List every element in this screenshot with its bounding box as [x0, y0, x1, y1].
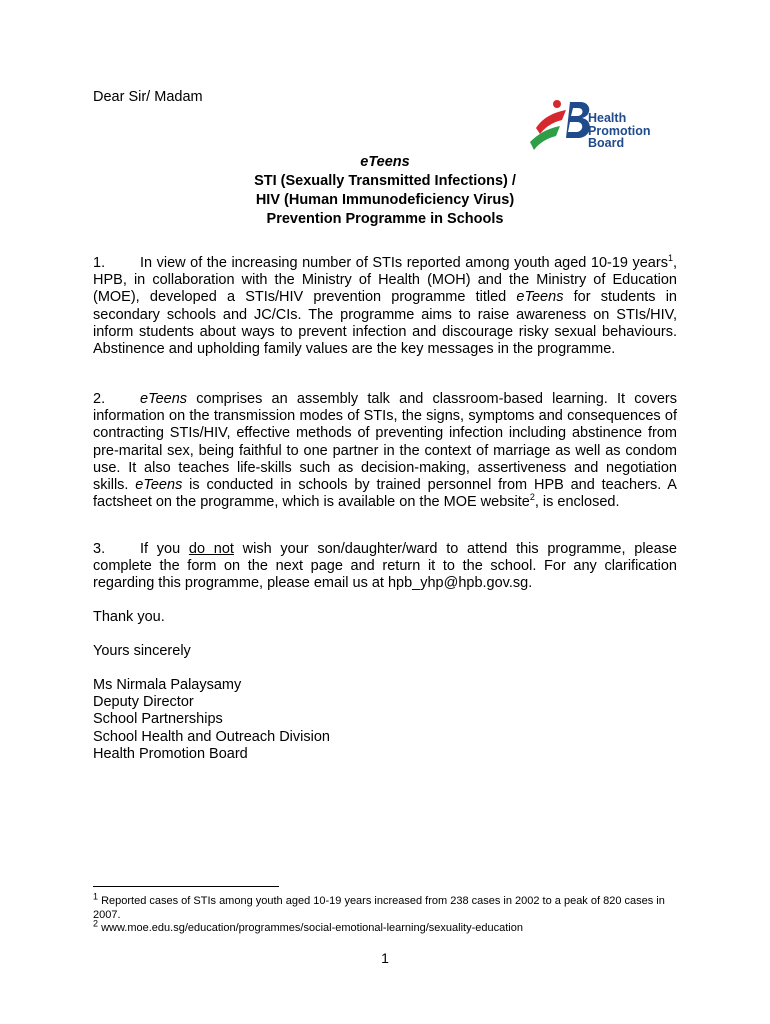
title-programme-name: eTeens: [360, 154, 410, 170]
footnote-1-mark: 1: [93, 891, 99, 902]
paragraph-1-text-a: In view of the increasing number of STIs reported among youth aged 10-19 years: [140, 255, 668, 271]
logo-b-blue: [566, 102, 590, 138]
paragraph-3-text-b: wish your son/daughter/ward to attend this programme, please complete the form on the next page and return it to the school. For any clarification regarding this programme, please email us at hpb_yhp@hpb.gov.sg.: [93, 541, 677, 592]
signatory-division: School Health and Outreach Division: [93, 728, 330, 745]
footnote-1-text: Reported cases of STIs among youth aged 10-19 years increased from 238 cases in 2002 to a peak of 820 cases in 2007.: [93, 895, 665, 921]
closing-line: Yours sincerely: [93, 643, 191, 659]
paragraph-3-number: 3.: [93, 541, 106, 557]
paragraph-1: [93, 255, 677, 358]
footnote-divider: [93, 886, 279, 887]
paragraph-2-programme-name-b: eTeens: [135, 477, 183, 494]
paragraph-2-text-c: , is enclosed.: [534, 494, 620, 511]
paragraph-3-emphasis: do not: [188, 541, 234, 557]
paragraph-1-number: 1.: [93, 255, 106, 271]
footnote-2-text: www.moe.edu.sg/education/programmes/social-emotional-learning/sexuality-education: [98, 922, 523, 934]
footnotes: [93, 891, 683, 936]
paragraph-3: [93, 541, 677, 593]
paragraph-2: [93, 391, 677, 511]
logo-text-line2: Promotion: [588, 123, 651, 138]
footnote-2-mark: 2: [93, 918, 99, 929]
thanks-line: Thank you.: [93, 609, 165, 625]
title-line-4: Prevention Programme in Schools: [266, 211, 504, 227]
footnote-1: [93, 891, 683, 922]
signatory-department: School Partnerships: [93, 711, 223, 728]
signature-block: [93, 677, 677, 763]
paragraph-1-text-b: , HPB, in collaboration with the Ministry of Health (MOH) and the Ministry of Education (MOE), developed a STIs/HIV prevention programme titled: [93, 255, 677, 306]
paragraph-1-text-c: for students in secondary schools and JC/CIs. The programme aims to raise awareness on STIs/HIV, inform students about ways to prevent infection and discourage risky sexual behaviours. Abstinence and upholding family values are the key messages in the programme.: [93, 289, 677, 358]
title-line-2: STI (Sexually Transmitted Infections) /: [254, 173, 516, 189]
paragraph-2-text-b: is conducted in schools by trained personnel from HPB and teachers. A factsheet on the programme, which is available on the MOE website: [93, 477, 677, 511]
paragraph-2-text-a: comprises an assembly talk and classroom-based learning. It covers information on the transmission modes of STIs, the signs, symptoms and consequences of contracting STIs/HIV, effective methods of preventing infection including abstinence from pre-marital sex, being faithful to one partner in the context of marriage as well as condom use. It also teaches life-skills such as decision-making, assertiveness and negotiation skills.: [93, 391, 677, 494]
signatory-organisation: Health Promotion Board: [93, 745, 248, 762]
hpb-logo-text: [588, 112, 651, 150]
logo-text-line3: Board: [588, 136, 625, 150]
footnote-ref-1: 1: [667, 253, 673, 264]
page-number: 1: [381, 950, 389, 966]
signatory-name: Ms Nirmala Palaysamy: [93, 677, 242, 693]
title-line-3: HIV (Human Immunodeficiency Virus): [255, 192, 515, 208]
paragraph-1-programme-name: eTeens: [516, 289, 564, 306]
paragraph-3-text-a: If you: [140, 541, 189, 557]
signatory-title: Deputy Director: [93, 694, 194, 711]
footnote-2: [93, 918, 683, 936]
logo-figure-green: [530, 126, 560, 150]
paragraph-2-number: 2.: [93, 391, 106, 407]
footnote-ref-2: 2: [529, 492, 535, 503]
paragraph-2-programme-name-a: eTeens: [140, 391, 188, 407]
logo-text-line1: Health: [588, 111, 627, 125]
salutation: Dear Sir/ Madam: [93, 89, 203, 105]
letter-title: [93, 153, 677, 229]
logo-head-red: [553, 100, 561, 108]
